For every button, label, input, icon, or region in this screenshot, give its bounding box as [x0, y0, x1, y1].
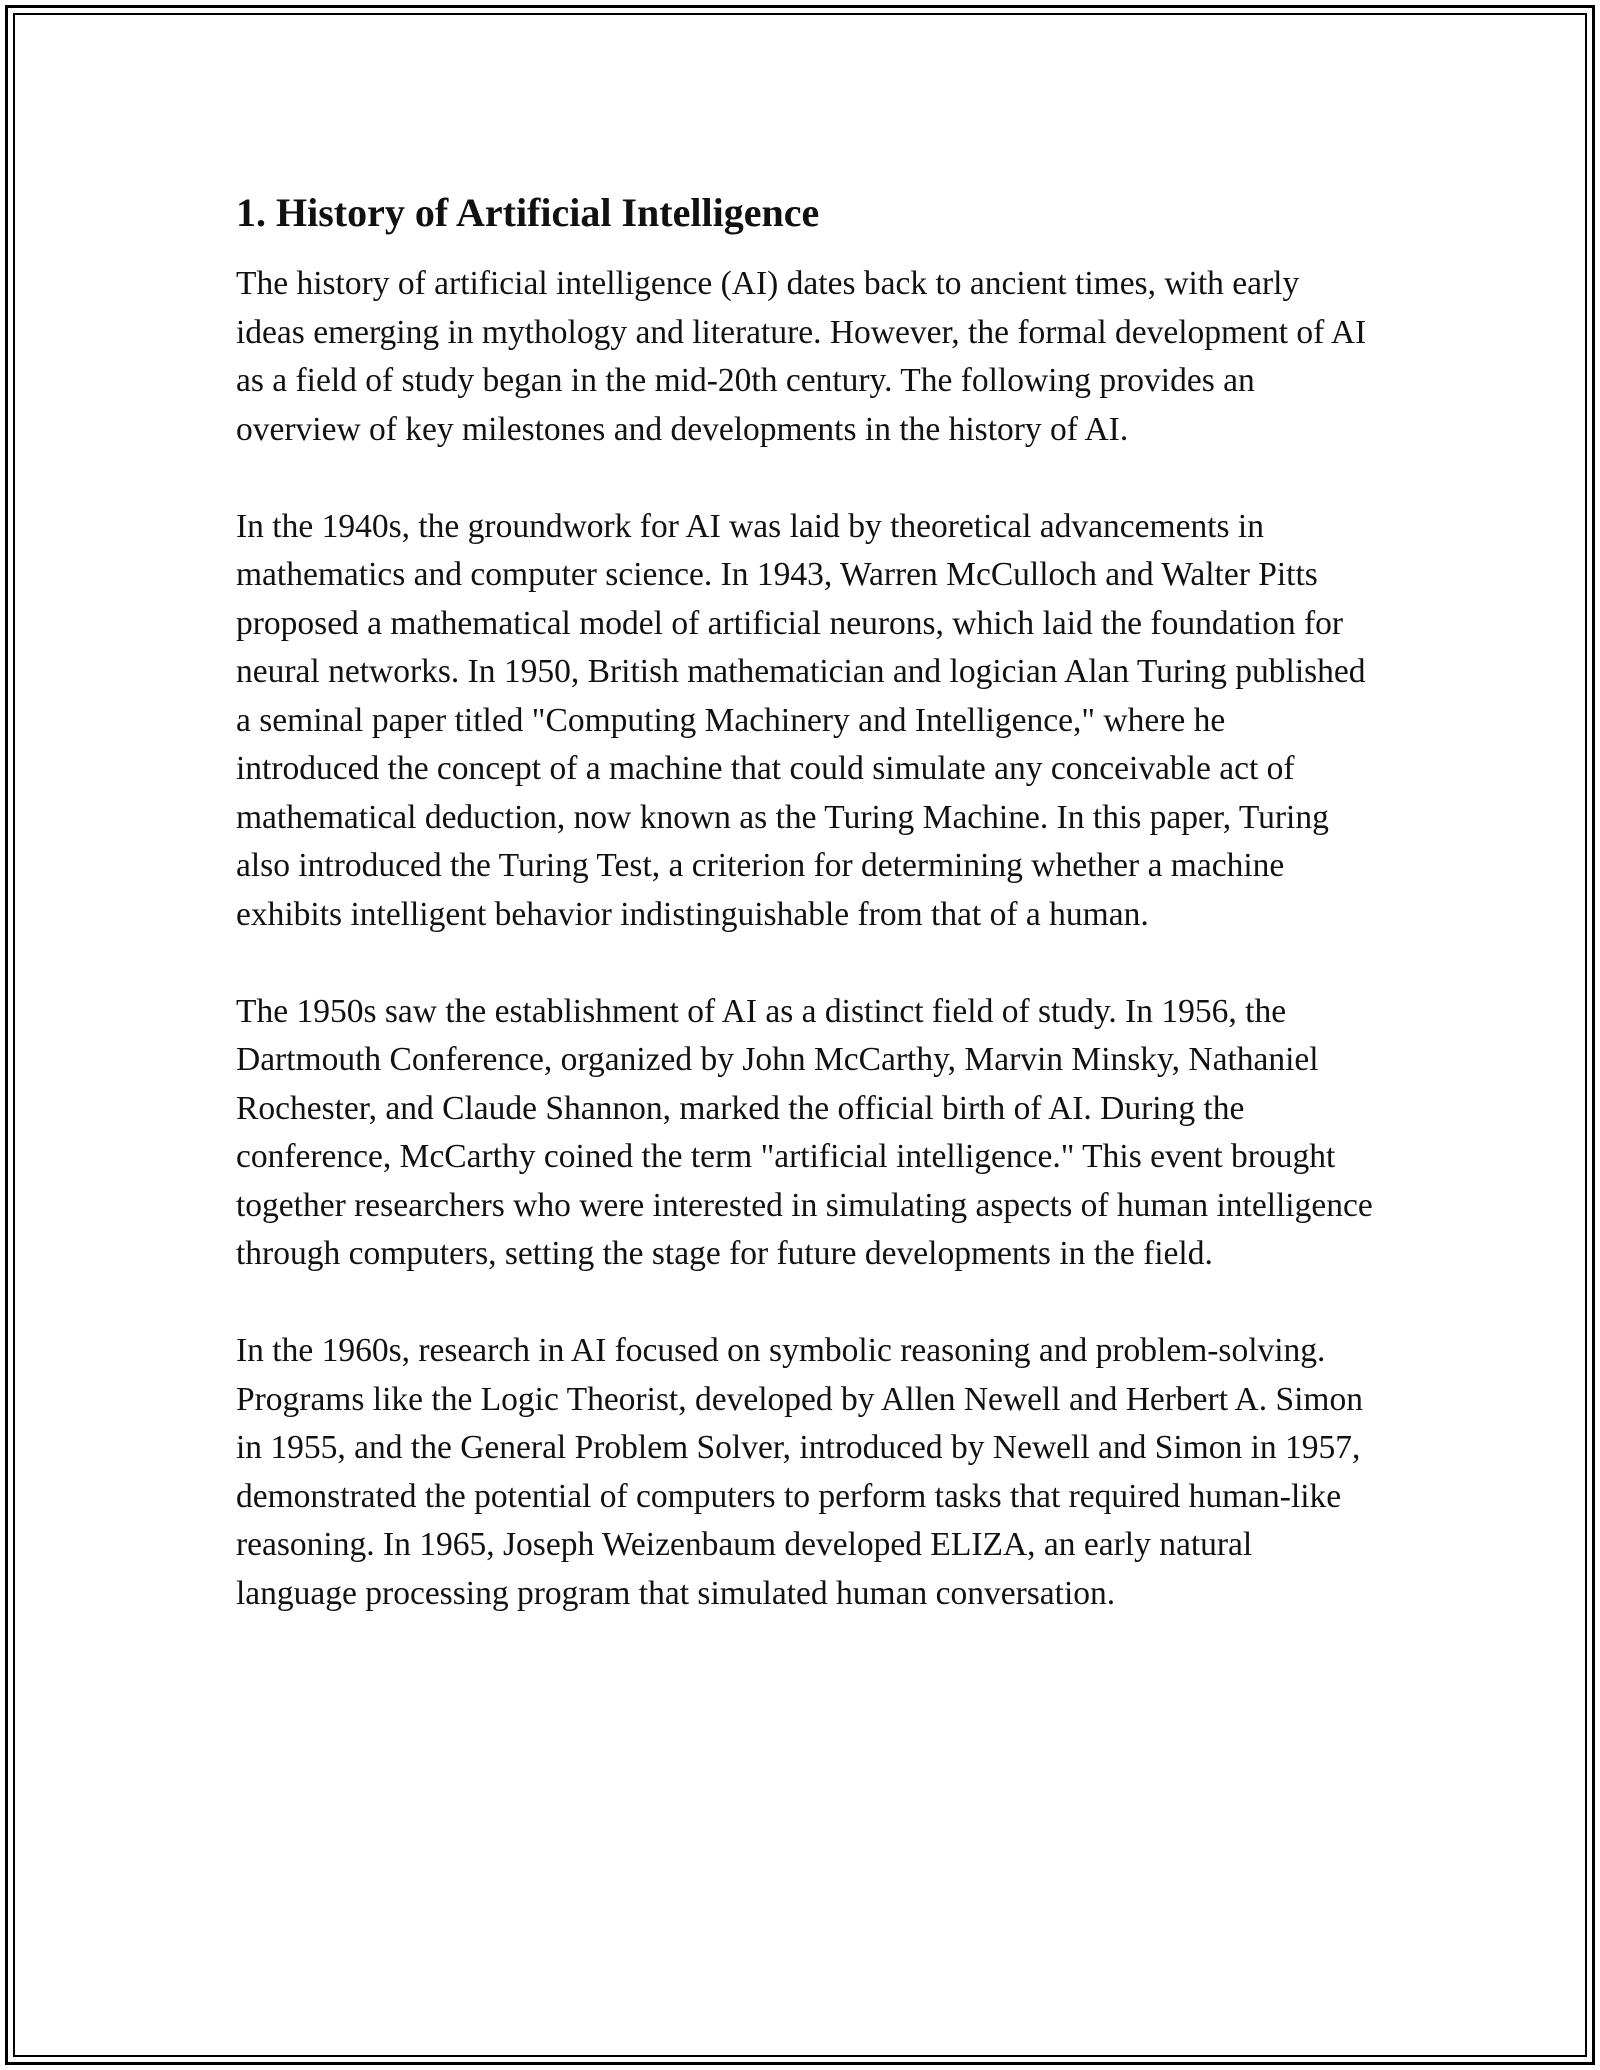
- paragraph-1940s: In the 1940s, the groundwork for AI was laid by theoretical advancements in mathematics and computer science. In 1943, Warren McCulloch and Walter Pitts proposed a mathematical model of artificial neurons, which laid the foundation for neural networks. In 1950, British mathematician and logician Alan Turing published a seminal paper titled "Computing Machinery and Intelligence," where he introduced the concept of a machine that could simulate any conceivable act of mathematical deduction, now known as the Turing Machine. In this paper, Turing also introduced the Turing Test, a criterion for determining whether a machine exhibits intelligent behavior indistinguishable from that of a human.: [236, 507, 1366, 933]
- document-body: [236, 186, 1376, 1667]
- section-heading: 1. History of Artificial Intelligence: [236, 190, 820, 235]
- paragraph-1960s: In the 1960s, research in AI focused on symbolic reasoning and problem-solving. Programs like the Logic Theorist, developed by Allen Newell and Herbert A. Simon in 1955, and the General Problem Solver, introduced by Newell and Simon in 1957, demonstrated the potential of computers to perform tasks that required human-like reasoning. In 1965, Joseph Weizenbaum developed ELIZA, an early natural language processing program that simulated human conversation.: [236, 1332, 1363, 1612]
- paragraph-1950s: The 1950s saw the establishment of AI as a distinct field of study. In 1956, the Dartmouth Conference, organized by John McCarthy, Marvin Minsky, Nathaniel Rochester, and Claude Shannon, marked the official birth of AI. During the conference, McCarthy coined the term "artificial intelligence." This event brought together researchers who were interested in simulating aspects of human intelligence through computers, setting the stage for future developments in the field.: [236, 992, 1373, 1272]
- paragraph-intro: The history of artificial intelligence (AI) dates back to ancient times, with early ideas emerging in mythology and literature. However, the formal development of AI as a field of study began in the mid-20th century. The following provides an overview of key milestones and developments in the history of AI.: [236, 265, 1367, 448]
